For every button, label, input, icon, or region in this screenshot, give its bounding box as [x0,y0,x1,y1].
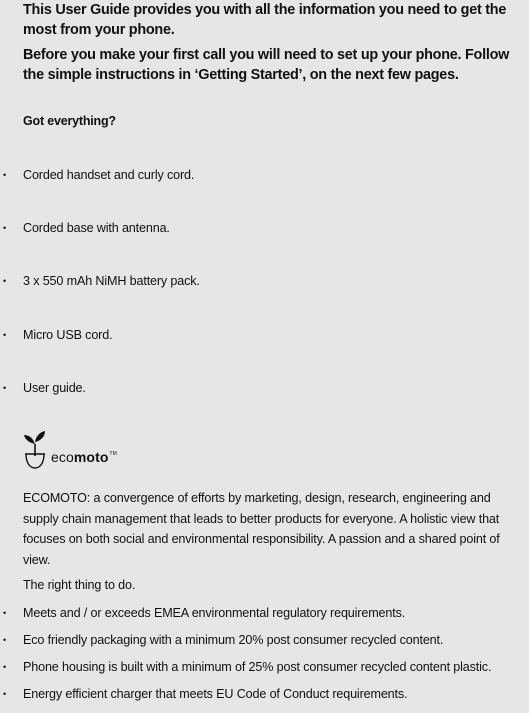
list-item-text: Corded base with antenna. [23,221,170,236]
checklist-heading: Got everything? [23,114,116,128]
ecomoto-wordmark [51,449,117,465]
list-item [0,659,529,686]
ecomoto-tagline: The right thing to do. [23,578,136,592]
bullet-icon: • [3,635,7,645]
bullet-icon: • [3,170,7,180]
bullet-icon: • [3,329,7,340]
list-item [0,220,529,273]
bullet-icon: • [3,382,7,393]
wordmark-eco: eco [51,449,74,465]
list-item-text: User guide. [23,380,86,395]
list-item [0,380,529,433]
list-item-text: Phone housing is built with a minimum of 25% post consumer recycled content plastic. [23,660,492,674]
wordmark-moto: moto [73,449,109,465]
list-item-text: 3 x 550 mAh NiMH battery pack. [23,274,200,289]
list-item [0,605,529,632]
bullet-icon: • [3,608,7,618]
list-item [0,632,529,659]
list-item-text: Energy efficient charger that meets EU Code of Conduct requirements. [23,687,408,701]
bullet-icon: • [3,223,7,234]
bullet-icon: • [3,662,7,672]
trademark-mark: TM [109,451,117,457]
list-item [0,273,529,326]
list-item-text: Micro USB cord. [23,327,113,342]
list-item [0,327,529,380]
list-item-text: Corded handset and curly cord. [23,168,195,182]
list-item [0,686,529,713]
list-item-text: Eco friendly packaging with a minimum 20% post consumer recycled content. [23,633,444,647]
list-item-text: Meets and / or exceeds EMEA environmental regulatory requirements. [23,606,406,620]
commitments-list [0,605,529,713]
sprout-leaf-icon [22,430,48,470]
bullet-icon: • [3,276,7,287]
intro-paragraph-2: Before you make your first call you will need to set up your phone. Follow the simple instructions in ‘Getting Started’, on the next few pages. [23,47,510,83]
ecomoto-description: ECOMOTO: a convergence of efforts by marketing, design, research, engineering and supply chain management that leads to better products for everyone. A holistic view that focuses on both social and environmental responsibility. A passion and a shared point of view. [23,491,500,568]
list-item [0,167,529,220]
ecomoto-logo [22,430,132,470]
bullet-icon: • [3,689,7,699]
checklist [0,167,529,433]
intro-section [23,0,529,85]
intro-paragraph-1: This User Guide provides you with all the information you need to get the most from your phone. [23,2,507,38]
